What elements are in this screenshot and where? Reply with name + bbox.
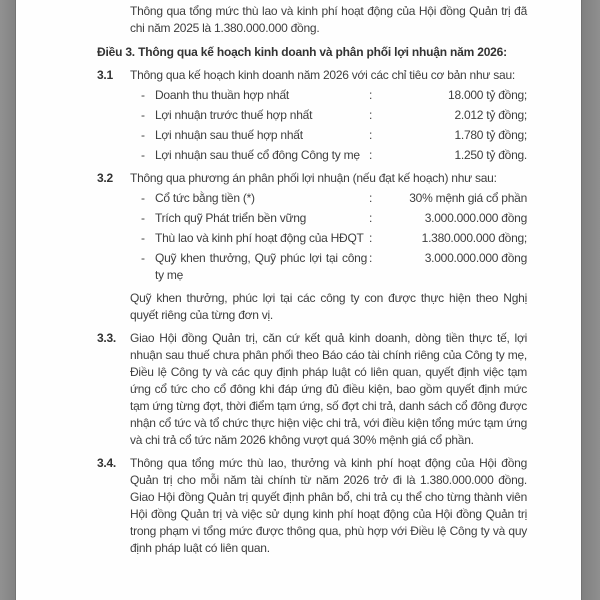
item-label: Doanh thu thuần hợp nhất (155, 88, 289, 102)
dash-bullet: - (141, 88, 145, 102)
clause-note: Quỹ khen thưởng, phúc lợi tại các công ty con được thực hiện theo Nghị quyết riêng của từng đơn vị. (130, 291, 527, 322)
dash-bullet: - (141, 231, 145, 245)
list-item (130, 190, 527, 207)
article-heading: Điều 3. Thông qua kế hoạch kinh doanh và phân phối lợi nhuận năm 2026: (97, 45, 507, 59)
list-item (130, 250, 527, 284)
item-colon: : (369, 108, 373, 122)
clause (97, 67, 527, 164)
item-colon: : (369, 148, 373, 162)
item-value: 2.012 tỷ đồng; (454, 108, 527, 122)
item-label: Lợi nhuận trước thuế hợp nhất (155, 108, 313, 122)
clause-body (130, 455, 527, 557)
clause (97, 170, 527, 324)
article-sections (97, 67, 527, 557)
viewer-gutter-left (0, 0, 16, 600)
intro-paragraph: Thông qua tổng mức thù lao và kinh phí hoạt động của Hội đồng Quản trị đã chi năm 2025 là 1.380.000.000 đồng. (130, 4, 527, 35)
item-value: 1.250 tỷ đồng. (454, 148, 527, 162)
list-item (130, 147, 527, 164)
dash-bullet: - (141, 128, 145, 142)
item-label: Lợi nhuận sau thuế hợp nhất (155, 128, 303, 142)
clause-number: 3.4. (97, 456, 117, 470)
clause-text: Thông qua phương án phân phối lợi nhuận (nếu đạt kế hoạch) như sau: (130, 171, 497, 185)
clause-text: Giao Hội đồng Quản trị, căn cứ kết quả kinh doanh, dòng tiền thực tế, lợi nhuận sau thuế chưa phân phối theo Báo cáo tài chính riêng của Công ty mẹ, Điều lệ Công ty và các quy định pháp luật có liên quan, quyết định việc tạm ứng cổ tức cho cổ đông khi đáp ứng đủ điều kiện, bao gồm quyết định mức tạm ứng từng đợt, thời điểm tạm ứng, số đợt chi trả, danh sách cổ đông được nhận cổ tức và tổ chức thực hiện việc chi trả, với điều kiện tổng mức tạm ứng và chi trả cổ tức năm 2026 không vượt quá 30% mệnh giá cổ phần. (130, 331, 527, 447)
document-page (16, 0, 581, 600)
clause (97, 330, 527, 449)
item-colon: : (369, 231, 373, 245)
dash-bullet: - (141, 148, 145, 162)
item-colon: : (369, 128, 373, 142)
item-value: 1.380.000.000 đồng; (421, 231, 527, 245)
item-label: Thù lao và kinh phí hoạt động của HĐQT (155, 231, 364, 245)
item-label: Cổ tức bằng tiền (*) (155, 191, 255, 205)
clause-items (130, 190, 527, 284)
list-item (130, 107, 527, 124)
item-label: Lợi nhuận sau thuế cổ đông Công ty mẹ (155, 148, 360, 162)
clause-items (130, 87, 527, 164)
item-value: 1.780 tỷ đồng; (454, 128, 527, 142)
viewer-gutter-right (581, 0, 600, 600)
list-item (130, 210, 527, 227)
clause-body (130, 170, 527, 324)
item-value: 3.000.000.000 đồng (424, 211, 527, 225)
list-item (130, 127, 527, 144)
item-value: 18.000 tỷ đồng; (448, 88, 527, 102)
item-colon: : (369, 251, 373, 265)
item-colon: : (369, 211, 373, 225)
clause-text: Thông qua tổng mức thù lao, thưởng và kinh phí hoạt động của Hội đồng Quản trị cho mỗi năm tài chính từ năm 2026 trở đi là 1.380.000.000 đồng. Giao Hội đồng Quản trị quyết định phân bổ, chi trả cụ thể cho từng thành viên Hội đồng Quản trị và việc sử dụng kinh phí hoạt động của Hội đồng Quản trị trong phạm vi tổng mức được thông qua, phù hợp với Điều lệ Công ty và quy định pháp luật có liên quan. (130, 456, 527, 555)
list-item (130, 87, 527, 104)
dash-bullet: - (141, 251, 145, 265)
item-colon: : (369, 88, 373, 102)
clause (97, 455, 527, 557)
dash-bullet: - (141, 108, 145, 122)
clause-number: 3.1 (97, 68, 113, 82)
item-label: Trích quỹ Phát triển bền vững (155, 211, 307, 225)
clause-number: 3.3. (97, 331, 117, 345)
clause-text: Thông qua kế hoạch kinh doanh năm 2026 với các chỉ tiêu cơ bản như sau: (130, 68, 515, 82)
item-value: 30% mệnh giá cổ phần (409, 191, 527, 205)
item-value: 3.000.000.000 đồng (424, 251, 527, 265)
list-item (130, 230, 527, 247)
dash-bullet: - (141, 191, 145, 205)
clause-body (130, 330, 527, 449)
item-label: Quỹ khen thưởng, Quỹ phúc lợi tại công ty mẹ (155, 251, 367, 282)
clause-number: 3.2 (97, 171, 113, 185)
clause-body (130, 67, 527, 164)
item-colon: : (369, 191, 373, 205)
dash-bullet: - (141, 211, 145, 225)
